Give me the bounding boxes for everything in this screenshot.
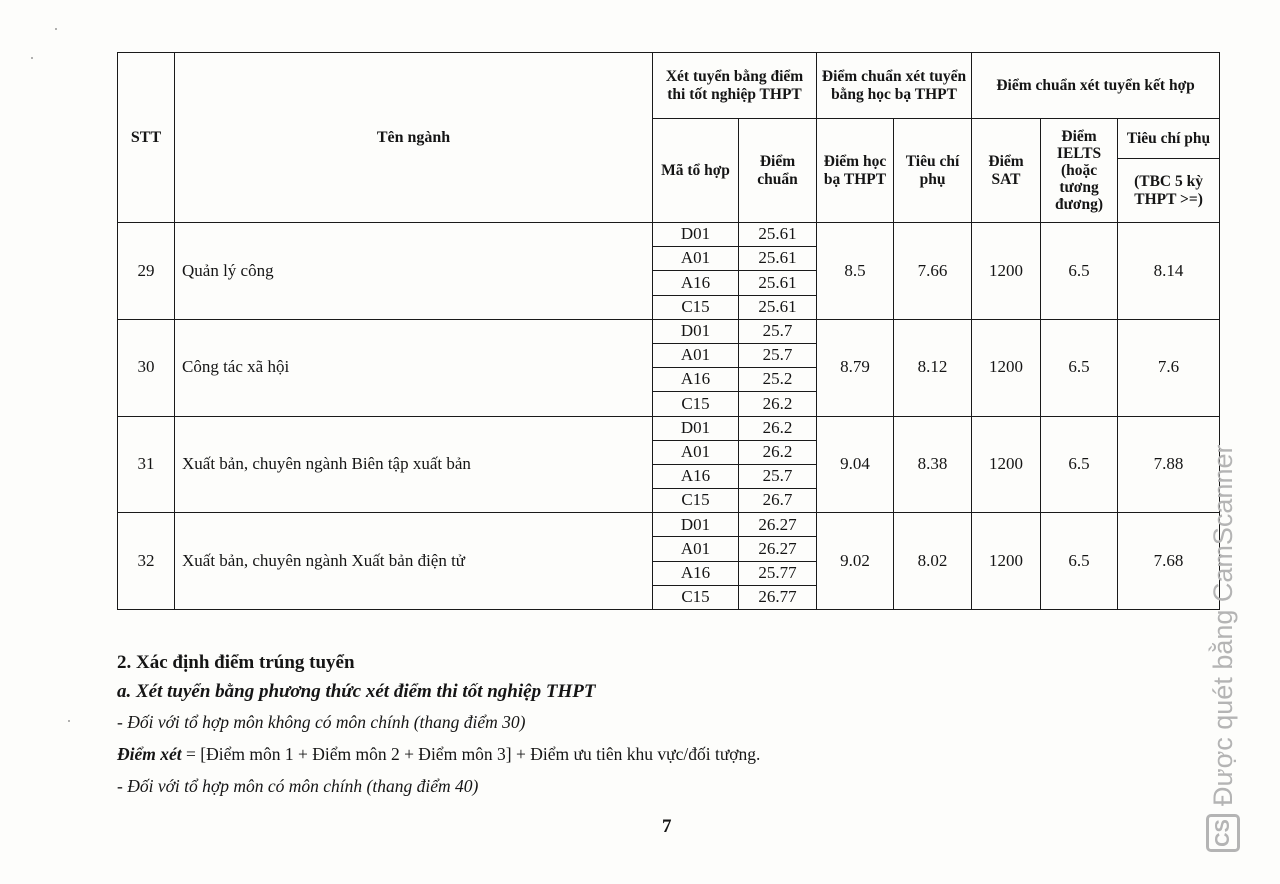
combo-code: D01 <box>653 513 739 537</box>
combo-score: 26.2 <box>739 392 817 416</box>
combined-secondary: 7.88 <box>1118 416 1220 513</box>
combo-score: 25.61 <box>739 295 817 319</box>
combined-secondary: 7.68 <box>1118 513 1220 610</box>
combo-score: 25.61 <box>739 247 817 271</box>
sat-score: 1200 <box>972 223 1041 320</box>
combined-secondary: 7.6 <box>1118 319 1220 416</box>
combined-secondary: 8.14 <box>1118 223 1220 320</box>
bullet-no-main-subject: - Đối với tổ hợp môn không có môn chính (thang điểm 30) <box>117 712 526 732</box>
combo-code: A16 <box>653 368 739 392</box>
transcript-secondary: 8.12 <box>894 319 972 416</box>
combo-score: 25.77 <box>739 561 817 585</box>
row-stt: 29 <box>118 223 175 320</box>
combo-score: 26.7 <box>739 489 817 513</box>
header-group-thpt-exam: Xét tuyển bằng điểm thi tốt nghiệp THPT <box>653 53 817 119</box>
row-major-name: Xuất bản, chuyên ngành Biên tập xuất bản <box>175 416 653 513</box>
header-transcript-secondary: Tiêu chí phụ <box>894 119 972 223</box>
camscanner-watermark <box>1206 445 1240 852</box>
combo-code: A16 <box>653 561 739 585</box>
combo-score: 25.61 <box>739 271 817 295</box>
combo-score: 25.7 <box>739 343 817 367</box>
sat-score: 1200 <box>972 319 1041 416</box>
header-stt: STT <box>118 53 175 223</box>
score-formula <box>117 744 760 765</box>
row-stt: 30 <box>118 319 175 416</box>
combo-code: A01 <box>653 247 739 271</box>
section-heading: 2. Xác định điểm trúng tuyển <box>117 652 355 673</box>
transcript-secondary: 8.02 <box>894 513 972 610</box>
header-ielts-score: Điểm IELTS (hoặc tương đương) <box>1041 119 1118 223</box>
header-major-name: Tên ngành <box>175 53 653 223</box>
row-major-name: Xuất bản, chuyên ngành Xuất bản điện tử <box>175 513 653 610</box>
transcript-score: 8.5 <box>817 223 894 320</box>
combo-code: A16 <box>653 464 739 488</box>
formula-body: = [Điểm môn 1 + Điểm môn 2 + Điểm môn 3] + Điểm ưu tiên khu vực/đối tượng. <box>181 744 761 764</box>
combo-code: C15 <box>653 295 739 319</box>
combo-score: 26.27 <box>739 513 817 537</box>
sat-score: 1200 <box>972 513 1041 610</box>
combo-score: 25.7 <box>739 319 817 343</box>
header-transcript-score: Điểm học bạ THPT <box>817 119 894 223</box>
combo-score: 25.7 <box>739 464 817 488</box>
combo-code: D01 <box>653 319 739 343</box>
transcript-score: 9.02 <box>817 513 894 610</box>
header-row-1 <box>118 53 1220 119</box>
scan-speck <box>68 720 70 722</box>
table-row <box>118 513 1220 537</box>
combo-score: 25.61 <box>739 223 817 247</box>
combo-code: A01 <box>653 440 739 464</box>
scan-speck <box>55 28 57 30</box>
header-subject-combo-code: Mã tổ hợp <box>653 119 739 223</box>
combo-code: A01 <box>653 343 739 367</box>
combo-score: 26.77 <box>739 585 817 609</box>
header-sat-score: Điểm SAT <box>972 119 1041 223</box>
combo-score: 25.2 <box>739 368 817 392</box>
combo-score: 26.27 <box>739 537 817 561</box>
table-row <box>118 223 1220 247</box>
sat-score: 1200 <box>972 416 1041 513</box>
combo-code: D01 <box>653 223 739 247</box>
camscanner-logo-icon: CS <box>1206 814 1240 852</box>
combo-code: C15 <box>653 585 739 609</box>
transcript-score: 8.79 <box>817 319 894 416</box>
row-stt: 32 <box>118 513 175 610</box>
combo-code: D01 <box>653 416 739 440</box>
combo-score: 26.2 <box>739 440 817 464</box>
combo-code: C15 <box>653 489 739 513</box>
row-major-name: Quản lý công <box>175 223 653 320</box>
ielts-score: 6.5 <box>1041 416 1118 513</box>
ielts-score: 6.5 <box>1041 223 1118 320</box>
header-combined-secondary: Tiêu chí phụ <box>1118 119 1220 159</box>
combo-code: A16 <box>653 271 739 295</box>
header-group-transcript: Điểm chuẩn xét tuyển bằng học bạ THPT <box>817 53 972 119</box>
ielts-score: 6.5 <box>1041 513 1118 610</box>
subsection-heading: a. Xét tuyển bằng phương thức xét điểm thi tốt nghiệp THPT <box>117 681 596 702</box>
header-cutoff-score: Điểm chuẩn <box>739 119 817 223</box>
scan-speck <box>31 57 33 59</box>
combo-code: A01 <box>653 537 739 561</box>
transcript-secondary: 8.38 <box>894 416 972 513</box>
transcript-secondary: 7.66 <box>894 223 972 320</box>
admission-scores-table <box>117 52 1220 610</box>
watermark-label: Được quét bằng CamScanner <box>1207 444 1238 806</box>
header-group-combined: Điểm chuẩn xét tuyển kết hợp <box>972 53 1220 119</box>
ielts-score: 6.5 <box>1041 319 1118 416</box>
table-row <box>118 416 1220 440</box>
row-major-name: Công tác xã hội <box>175 319 653 416</box>
row-stt: 31 <box>118 416 175 513</box>
page-number: 7 <box>662 816 672 837</box>
table-row <box>118 319 1220 343</box>
transcript-score: 9.04 <box>817 416 894 513</box>
combo-score: 26.2 <box>739 416 817 440</box>
header-combined-secondary-note: (TBC 5 kỳ THPT >=) <box>1118 159 1220 223</box>
combo-code: C15 <box>653 392 739 416</box>
formula-label: Điểm xét <box>117 744 182 764</box>
bullet-with-main-subject: - Đối với tổ hợp môn có môn chính (thang điểm 40) <box>117 776 479 796</box>
